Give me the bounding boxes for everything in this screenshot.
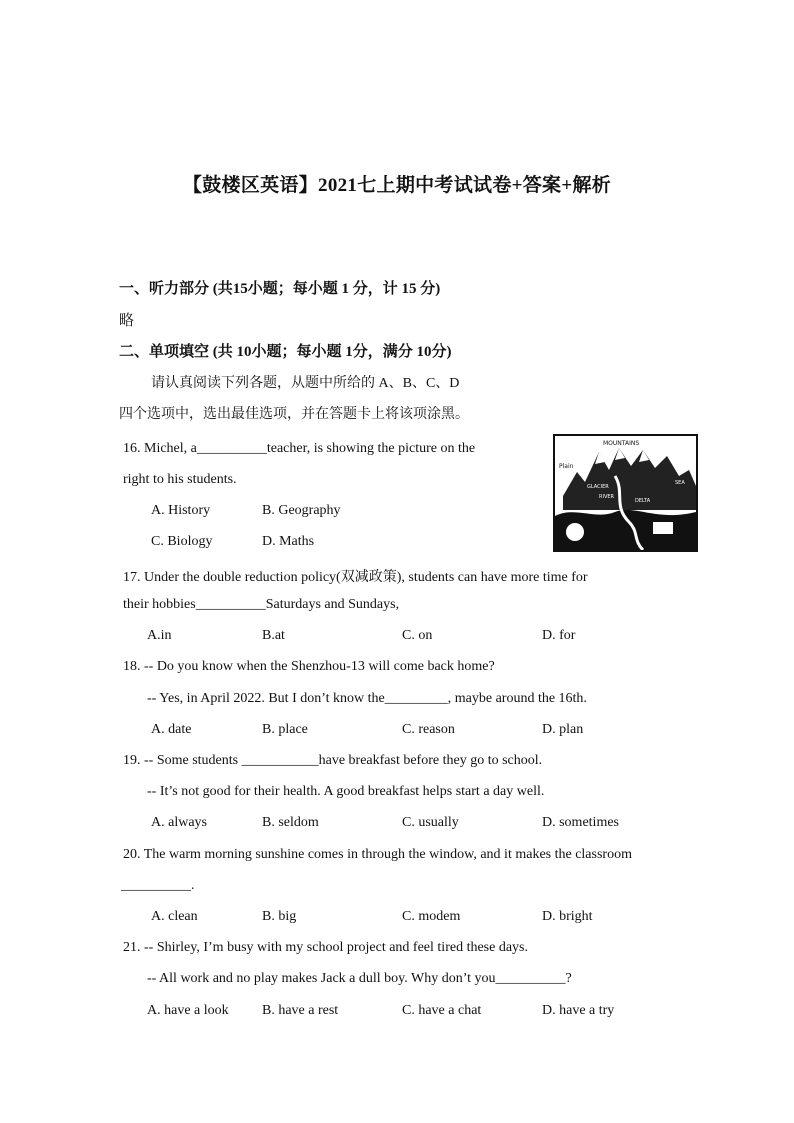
- figure-label-plain: Plain: [559, 463, 574, 470]
- instruction-line-1: 请认真阅读下列各题，从题中所给的 A、B、C、D: [151, 376, 460, 391]
- question-17-option-c: C. on: [402, 628, 433, 643]
- question-17-option-d: D. for: [542, 628, 576, 643]
- geography-picture: [553, 434, 698, 552]
- question-20-option-c: C. modem: [402, 909, 461, 924]
- question-19-option-a: A. always: [151, 815, 207, 830]
- question-19-stem-cont: -- It’s not good for their health. A good breakfast helps start a day well.: [147, 784, 545, 799]
- question-16-stem: 16. Michel, a__________teacher, is showing the picture on the: [123, 441, 476, 456]
- figure-label-sea: SEA: [675, 480, 685, 486]
- question-16-option-c: C. Biology: [151, 534, 213, 549]
- page-title: 【鼓楼区英语】2021七上期中考试试卷+答案+解析: [182, 175, 612, 196]
- question-21-stem: 21. -- Shirley, I’m busy with my school project and feel tired these days.: [123, 940, 528, 955]
- figure-label-river: RIVER: [599, 494, 615, 500]
- question-17-option-b: B.at: [262, 628, 285, 643]
- question-16-option-d: D. Maths: [262, 534, 315, 549]
- question-21-option-b: B. have a rest: [262, 1003, 339, 1018]
- instruction-line-2: 四个选项中，选出最佳选项，并在答题卡上将该项涂黑。: [119, 407, 469, 422]
- question-19-stem: 19. -- Some students ___________have breakfast before they go to school.: [123, 753, 543, 768]
- question-19-option-d: D. sometimes: [542, 815, 619, 830]
- question-18-option-b: B. place: [262, 722, 308, 737]
- section-listening-heading: 一、听力部分 (共15小题；每小题 1 分，计 15 分): [119, 281, 441, 297]
- question-20-option-d: D. bright: [542, 909, 593, 924]
- question-18-option-a: A. date: [151, 722, 192, 737]
- figure-label-glacier: GLACIER: [587, 484, 609, 490]
- figure-label-delta: DELTA: [635, 498, 651, 504]
- question-18-stem-cont: -- Yes, in April 2022. But I don’t know the_________, maybe around the 16th.: [147, 691, 587, 706]
- geography-sketch: [555, 436, 696, 550]
- question-20-option-b: B. big: [262, 909, 297, 924]
- question-21-option-a: A. have a look: [147, 1003, 229, 1018]
- question-21-option-c: C. have a chat: [402, 1003, 482, 1018]
- question-18-option-d: D. plan: [542, 722, 584, 737]
- question-17-option-a: A.in: [147, 628, 172, 643]
- question-17-stem-cont: their hobbies__________Saturdays and Sundays,: [123, 597, 400, 612]
- question-20-option-a: A. clean: [151, 909, 198, 924]
- question-18-stem: 18. -- Do you know when the Shenzhou-13 will come back home?: [123, 659, 495, 674]
- question-19-option-b: B. seldom: [262, 815, 319, 830]
- section-choice-heading: 二、单项填空 (共 10小题；每小题 1分，满分 10分): [119, 344, 452, 360]
- question-21-stem-cont: -- All work and no play makes Jack a dull boy. Why don’t you__________?: [147, 971, 572, 986]
- question-17-stem: 17. Under the double reduction policy(双减政策), students can have more time for: [123, 570, 588, 585]
- question-19-option-c: C. usually: [402, 815, 459, 830]
- question-20-stem-cont: __________.: [121, 878, 195, 893]
- question-20-stem: 20. The warm morning sunshine comes in through the window, and it makes the classroom: [123, 847, 632, 862]
- figure-label-mountains: MOUNTAINS: [603, 440, 640, 447]
- section-listening-note: 略: [119, 313, 135, 329]
- question-16-option-b: B. Geography: [262, 503, 341, 518]
- question-16-option-a: A. History: [151, 503, 211, 518]
- question-18-option-c: C. reason: [402, 722, 455, 737]
- question-16-stem-cont: right to his students.: [123, 472, 237, 487]
- question-21-option-d: D. have a try: [542, 1003, 615, 1018]
